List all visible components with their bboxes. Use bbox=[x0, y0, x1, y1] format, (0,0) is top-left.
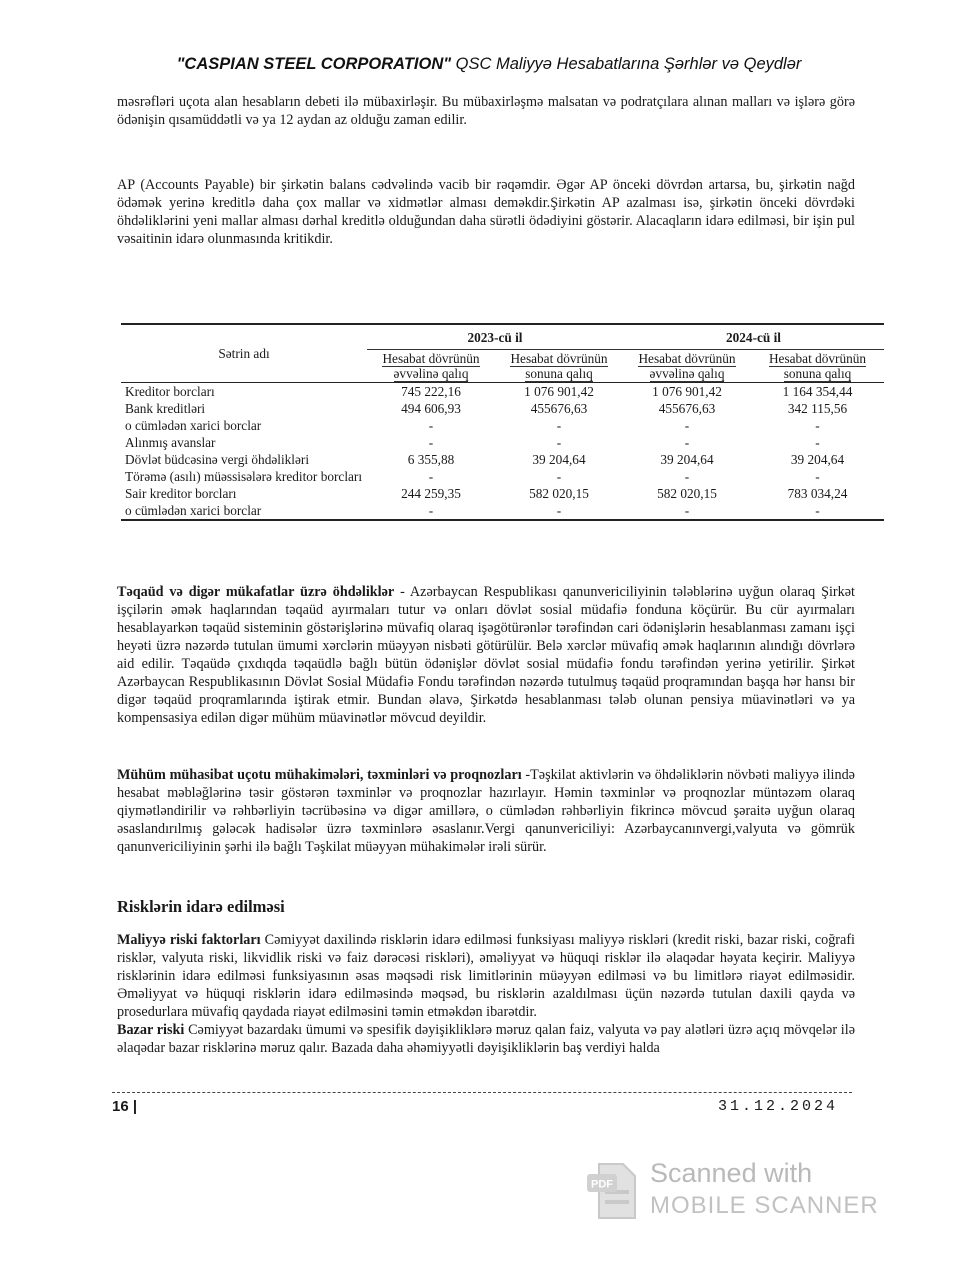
page-number: 16 | bbox=[112, 1098, 138, 1115]
judgments-text: -Təşkilat aktivlərin və öhdəliklərin növbəti maliyyə ilində hesabat məbləğlərinə təsir göstərən təxminlər və proqnozlar hazırlayır. Həmin təxminlər və proqnozlar müntəzəm olaraq qiymətləndirilir və rəhbərliyin təcrübəsinə və digər amillərə, o cümlədən rəhbərliyin fikrincə mövcud şəraitə uyğun olaraq əsaslandırılmış gələcək hadisələr üzrə təxminlərə əsaslanır.Vergi qanunvericiliyi: Azərbaycanınvergi,valyuta və gömrük qanunvericiliyinin şərhi ilə bağlı Təşkilat müəyyən mühakimələr irəli sürür. bbox=[117, 767, 855, 855]
row-label: Bank kreditləri bbox=[125, 401, 206, 416]
cell-value: 1 164 354,44 bbox=[782, 384, 853, 399]
cell-value: 6 355,88 bbox=[407, 452, 455, 467]
intro-paragraph: məsrəfləri uçota alan hesabların debeti ilə mübaxirləşir. Bu mübaxirləşmə malsatan və podratçılara alınan malları və işlərə görə ödənişin qısamüddətli və ya 12 aydan az olduğu zaman edilir. bbox=[117, 94, 855, 128]
table-row bbox=[121, 451, 884, 468]
table-row bbox=[121, 383, 884, 401]
market-risk-title: Bazar riski bbox=[117, 1022, 185, 1038]
cell-value: - bbox=[556, 469, 562, 484]
ap-paragraph: AP (Accounts Payable) bir şirkətin balans cədvəlində vacib bir rəqəmdir. Əgər AP önceki dövrdən artarsa, bu, şirkətin nağd ödəmək yerinə kreditlə daha çox mallar və xidmətlər alması deməkdir.Şirkətin AP azalması isə, şirkətin önceki dövrdəki öhdəliklərini yeni mallar alması dərhal kreditlə olduğundan daha sürətli ödədiyini göstərir. Alacaqların idarə edilməsi, bir işin pul vəsaitinin idarə olunmasında kritikdir. bbox=[117, 177, 855, 247]
judgments-title: Mühüm mühasibat uçotu mühakimələri, təxminləri və proqnozları bbox=[117, 767, 522, 783]
cell-value: 582 020,15 bbox=[657, 486, 717, 501]
company-name: "CASPIAN STEEL CORPORATION" bbox=[176, 55, 452, 73]
cell-value: - bbox=[623, 502, 751, 520]
row-label: Törəmə (asılı) müəssisələrə kreditor borcları bbox=[125, 469, 363, 484]
judgments-paragraph bbox=[117, 766, 855, 856]
row-label: Dövlət büdcəsinə vergi öhdəlikləri bbox=[125, 452, 310, 467]
risk-paragraph bbox=[117, 931, 855, 1057]
pension-title: Təqaüd və digər mükafatlar üzrə öhdəliklər bbox=[117, 584, 395, 600]
table-row bbox=[121, 434, 884, 451]
cell-value: - bbox=[556, 418, 562, 433]
cell-value: - bbox=[428, 435, 434, 450]
cell-value: - bbox=[428, 469, 434, 484]
cell-value: 455676,63 bbox=[530, 401, 588, 416]
year-2023-header: 2023-cü il bbox=[367, 324, 623, 350]
market-risk-text: Cəmiyyət bazardakı ümumi və spesifik dəyişikliklərə məruz qalan faiz, valyuta və pay alətləri üzrə açıq mövqelər ilə əlaqədar bazar risklərinə məruz qalır. Bazada daha əhəmiyyətli dəyişikliklərin baş verdiyi halda bbox=[117, 1022, 855, 1056]
pension-text: - Azərbaycan Respublikası qanunvericiliyinin tələblərinə uyğun olaraq Şirkət işçilərin əmək haqlarından təqaüd ayırmaları tutur və onları dövlət sosial müdafiə fonduna köçürür. Bu cür ayırmaları hesablayarkən təqaüd sisteminin göstərişlərinə müvafiq olaraq işəgötürənlər tərəfindən cari ödənişlərin hesablanması zamanı işçi heyəti üzrə nəzərdə tutulan ümumi xərclərin müəyyən nisbəti götürülür. Belə xərclər müvafiq əmək haqlarının alındığı dövrlərə aid edilir. Təqaüdə çıxdıqda təqaüdlə bağlı bütün ödənişlər dövlət sosial müdafiə fondu tərəfindən yerinə yetirilir. Şirkət Azərbaycan Respublikasının Dövlət Sosial Müdafiə Fondu tərəfindən nəzərdə tutulmuş təqaüd proqramından başqa hər hansı bir digər təqaüd proqramlarında iştirak etmir. Bundan əlavə, Şirkətdə hesablanması tələb olunan pensiya müavinətləri və ya kompensasiya edilən digər mühüm müavinətlər mövcud deyildir. bbox=[117, 584, 855, 726]
table-row bbox=[121, 400, 884, 417]
row-label: Kreditor borcları bbox=[125, 384, 215, 399]
cell-value: - bbox=[556, 435, 562, 450]
financial-risk-title: Maliyyə riski faktorları bbox=[117, 932, 261, 948]
pdf-document-icon bbox=[585, 1160, 639, 1227]
col-header: Hesabat dövrünün əvvəlinə qalıq bbox=[367, 350, 495, 383]
col-header: Hesabat dövrünün sonuna qalıq bbox=[495, 350, 623, 383]
cell-value: 582 020,15 bbox=[529, 486, 589, 501]
cell-value: 745 222,16 bbox=[401, 384, 461, 399]
table-row bbox=[121, 468, 884, 485]
cell-value: - bbox=[815, 435, 820, 450]
svg-text:PDF: PDF bbox=[591, 1178, 613, 1191]
payables-table bbox=[121, 323, 884, 521]
cell-value: - bbox=[684, 418, 690, 433]
col-header: Hesabat dövrünün sonuna qalıq bbox=[751, 350, 884, 383]
cell-value: - bbox=[815, 469, 820, 484]
cell-value: - bbox=[495, 502, 623, 520]
cell-value: - bbox=[367, 502, 495, 520]
table-row bbox=[121, 417, 884, 434]
cell-value: - bbox=[428, 418, 434, 433]
table-row bbox=[121, 485, 884, 502]
cell-value: 39 204,64 bbox=[660, 452, 714, 467]
scanner-watermark bbox=[585, 1158, 885, 1228]
row-header: Sətrin adı bbox=[121, 324, 367, 383]
cell-value: 1 076 901,42 bbox=[652, 384, 722, 399]
page-header bbox=[0, 55, 978, 74]
footer-divider bbox=[112, 1092, 852, 1093]
row-label: Sair kreditor borcları bbox=[125, 486, 237, 501]
table-row bbox=[121, 502, 884, 520]
cell-value: - bbox=[684, 469, 690, 484]
cell-value: 455676,63 bbox=[658, 401, 716, 416]
report-date: 31.12.2024 bbox=[718, 1098, 839, 1115]
watermark-line-1: Scanned with bbox=[650, 1158, 813, 1188]
risk-section-title: Risklərin idarə edilməsi bbox=[117, 897, 285, 916]
cell-value: 244 259,35 bbox=[401, 486, 461, 501]
financial-risk-text: Cəmiyyət daxilində risklərin idarə edilməsi funksiyası maliyyə riskləri (kredit riski, bazar riski, coğrafi risklər, valyuta riski, likvidlik riski və faiz dərəcəsi riskləri), əməliyyat və hüquqi risklər ilə əlaqədar həyata keçirir. Maliyyə risklərinin idarə edilməsi funksiyasının əsas məqsədi risk limitlərinin müəyyən edilməsi və bu limitlərə riayət edilməsidir. Əməliyyat və hüquqi risklərin idarə edilməsində məqsəd, bu risklərin azaldılması üçün nəzərdə tutulan daxili qayda və prosedurlara müvafiq qaydada riayət edilməsini təmin etməkdən ibarətdir. bbox=[117, 932, 855, 1020]
row-label: o cümlədən xarici borclar bbox=[121, 502, 367, 520]
cell-value: 494 606,93 bbox=[401, 401, 461, 416]
header-subtitle: QSC Maliyyə Hesabatlarına Şərhlər və Qeydlər bbox=[455, 55, 802, 73]
cell-value: - bbox=[751, 502, 884, 520]
cell-value: - bbox=[815, 418, 820, 433]
cell-value: 783 034,24 bbox=[787, 486, 848, 501]
cell-value: - bbox=[684, 435, 690, 450]
row-label: Alınmış avanslar bbox=[125, 435, 216, 450]
watermark-line-2: MOBILE SCANNER bbox=[650, 1192, 879, 1219]
row-label: o cümlədən xarici borclar bbox=[125, 418, 262, 433]
cell-value: 39 204,64 bbox=[532, 452, 586, 467]
year-2024-header: 2024-cü il bbox=[623, 324, 884, 350]
col-header: Hesabat dövrünün əvvəlinə qalıq bbox=[623, 350, 751, 383]
pension-paragraph bbox=[117, 583, 855, 727]
cell-value: 1 076 901,42 bbox=[524, 384, 594, 399]
cell-value: 39 204,64 bbox=[790, 452, 845, 467]
cell-value: 342 115,56 bbox=[787, 401, 848, 416]
